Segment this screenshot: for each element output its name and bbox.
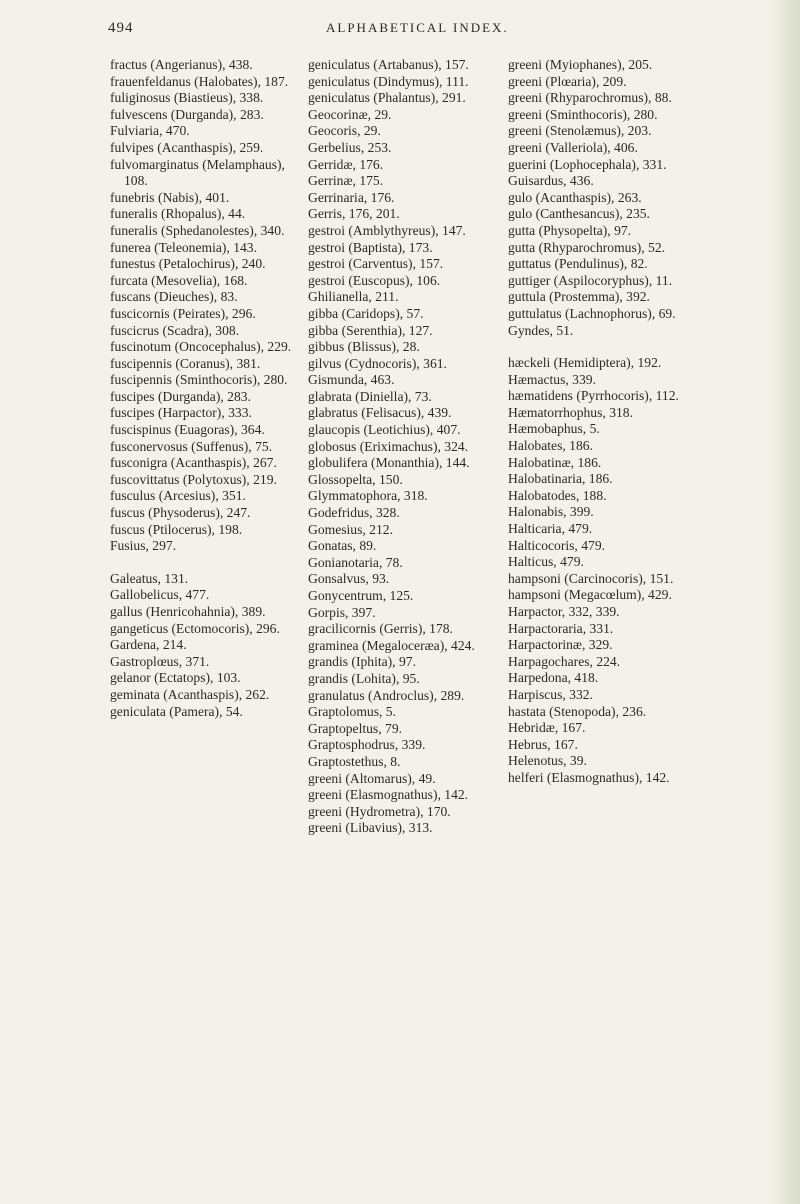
index-entry: fuscipes (Harpactor), 333. (110, 405, 252, 421)
index-entry: Hebridæ, 167. (508, 720, 586, 736)
index-entry: funestus (Petalochirus), 240. (110, 256, 266, 272)
index-entry: fusculus (Arcesius), 351. (110, 488, 246, 504)
index-entry: guerini (Lophocephala), 331. (508, 156, 667, 172)
index-entry: greeni (Stenolæmus), 203. (508, 123, 652, 139)
index-entry: fuliginosus (Biastieus), 338. (110, 90, 264, 106)
index-entry: funeralis (Rhopalus), 44. (110, 206, 246, 222)
index-entry: Helenotus, 39. (508, 753, 587, 769)
index-entry: Halobatodes, 188. (508, 487, 607, 503)
index-entry: Hæmatorrhophus, 318. (508, 404, 633, 420)
index-entry: gestroi (Baptista), 173. (308, 239, 433, 255)
index-entry: gulo (Acanthaspis), 263. (508, 189, 642, 205)
index-entry: graminea (Megaloceræa), 424. (308, 637, 475, 653)
index-entry: Godefridus, 328. (308, 505, 400, 521)
index-entry: geminata (Acanthaspis), 262. (110, 686, 270, 702)
index-entry: gutta (Rhyparochromus), 52. (508, 239, 666, 255)
letter-section-gap (110, 555, 310, 571)
index-entry: glabrata (Diniella), 73. (308, 388, 432, 404)
index-entry: gangeticus (Ectomocoris), 296. (110, 620, 280, 636)
index-entry: fuscinotum (Oncocephalus), 229. (110, 339, 292, 355)
index-entry: Fulviaria, 470. (110, 123, 190, 139)
index-entry: grandis (Lohita), 95. (308, 670, 420, 686)
index-entry: Gyndes, 51. (508, 322, 574, 338)
index-column-2 (308, 57, 510, 1157)
index-entry: Glymmatophora, 318. (308, 488, 428, 504)
index-entry: Gerrinaria, 176. (308, 189, 395, 205)
index-entry: Halobatinaria, 186. (508, 471, 613, 487)
index-entry: fuscovittatus (Polytoxus), 219. (110, 471, 277, 487)
index-entry: Halobates, 186. (508, 438, 593, 454)
index-entry: Graptosphodrus, 339. (308, 737, 426, 753)
index-entry: Gonsalvus, 93. (308, 571, 390, 587)
index-entry: gestroi (Euscopus), 106. (308, 272, 441, 288)
index-entry: greeni (Plœaria), 209. (508, 73, 627, 89)
index-entry: gracilicornis (Gerris), 178. (308, 621, 453, 637)
index-entry: Halobatinæ, 186. (508, 454, 602, 470)
index-entry: Gastroplœus, 371. (110, 653, 210, 669)
index-entry: funeralis (Sphedanolestes), 340. (110, 222, 285, 238)
index-entry: Guisardus, 436. (508, 173, 594, 189)
index-entry: geniculatus (Phalantus), 291. (308, 90, 466, 106)
index-entry: greeni (Valleriola), 406. (508, 139, 638, 155)
index-entry: Gerris, 176, 201. (308, 206, 400, 222)
index-entry: frauenfeldanus (Halobates), 187. (110, 73, 289, 89)
index-entry: hæckeli (Hemidiptera), 192. (508, 355, 662, 371)
index-column-1 (110, 57, 312, 1157)
index-entry: Ghilianella, 211. (308, 289, 399, 305)
index-entry: greeni (Rhyparochromus), 88. (508, 90, 672, 106)
index-column-3 (508, 57, 710, 1157)
index-entry: Graptolomus, 5. (308, 704, 396, 720)
index-entry: guttula (Prostemma), 392. (508, 289, 650, 305)
index-entry: Graptopeltus, 79. (308, 720, 403, 736)
index-entry: greeni (Libavius), 313. (308, 820, 433, 836)
index-entry: fuscipennis (Sminthocoris), 280. (110, 372, 288, 388)
index-entry: Gorpis, 397. (308, 604, 376, 620)
index-entry: Gerbelius, 253. (308, 139, 392, 155)
page-header (0, 20, 800, 50)
index-entry: hampsoni (Carcinocoris), 151. (508, 570, 674, 586)
index-entry: gilvus (Cydnocoris), 361. (308, 355, 447, 371)
index-entry: fuscispinus (Euagoras), 364. (110, 422, 265, 438)
index-entry: geniculata (Pamera), 54. (110, 703, 243, 719)
index-entry: fuscicrus (Scadra), 308. (110, 322, 240, 338)
index-entry: geniculatus (Artabanus), 157. (308, 57, 469, 72)
index-entry: gibba (Serenthia), 127. (308, 322, 433, 338)
index-entry: Galeatus, 131. (110, 570, 189, 586)
index-entry: Harpactor, 332, 339. (508, 604, 620, 619)
index-entry: Halticaria, 479. (508, 521, 593, 537)
index-entry: fuscipes (Durganda), 283. (110, 388, 251, 404)
index-entry: Halonabis, 399. (508, 504, 594, 520)
index-entry: Glossopelta, 150. (308, 471, 403, 487)
index-entry: Gomesius, 212. (308, 521, 393, 537)
index-entry: Gerridæ, 176. (308, 156, 384, 172)
page-edge-shadow (770, 0, 800, 1204)
index-entry: Geocorinæ, 29. (308, 106, 392, 122)
running-head: ALPHABETICAL INDEX. (326, 20, 509, 35)
index-entry: hastata (Stenopoda), 236. (508, 703, 647, 719)
index-entry: fulvipes (Acanthaspis), 259. (110, 139, 264, 155)
index-entry: fusconigra (Acanthaspis), 267. (110, 455, 277, 471)
index-entry: Graptostethus, 8. (308, 753, 401, 769)
index-entry: glabratus (Felisacus), 439. (308, 405, 452, 421)
index-entry: Harpedona, 418. (508, 670, 599, 686)
index-entry: Halticus, 479. (508, 554, 584, 570)
index-entry: fuscus (Ptilocerus), 198. (110, 521, 243, 537)
index-entry: globulifera (Monanthia), 144. (308, 455, 470, 471)
index-entry: greeni (Myiophanes), 205. (508, 57, 653, 72)
index-entry: fusconervosus (Suffenus), 75. (110, 438, 273, 454)
index-entry: gulo (Canthesancus), 235. (508, 206, 650, 222)
index-entry: Gonycentrum, 125. (308, 588, 414, 603)
index-entry: gelanor (Ectatops), 103. (110, 670, 241, 686)
index-entry: fuscans (Dieuches), 83. (110, 289, 238, 305)
index-entry: guttulatus (Lachnophorus), 69. (508, 305, 676, 321)
index-entry: gestroi (Amblythyreus), 147. (308, 222, 466, 238)
index-entry: Gonatas, 89. (308, 538, 377, 554)
index-entry: gestroi (Carventus), 157. (308, 256, 444, 272)
index-entry: Fusius, 297. (110, 538, 177, 554)
index-entry: funebris (Nabis), 401. (110, 189, 230, 205)
index-entry: geniculatus (Dindymus), 111. (308, 73, 469, 89)
index-entry: globosus (Eriximachus), 324. (308, 438, 469, 454)
page-number: 494 (108, 20, 134, 36)
index-entry: Hebrus, 167. (508, 736, 578, 752)
index-entry: gutta (Physopelta), 97. (508, 222, 632, 238)
index-entry: Harpactorinæ, 329. (508, 637, 613, 653)
index-entry: hæmatidens (Pyrrhocoris), 112. (508, 388, 679, 404)
index-entry: Gardena, 214. (110, 637, 187, 653)
index-entry: Gerrinæ, 175. (308, 173, 384, 189)
index-entry: gibbus (Blissus), 28. (308, 339, 420, 355)
index-entry: Gallobelicus, 477. (110, 587, 210, 603)
index-entry: fuscicornis (Peirates), 296. (110, 305, 256, 321)
index-entry: Harpactoraria, 331. (508, 620, 614, 636)
index-entry: gallus (Henricohahnia), 389. (110, 604, 266, 619)
letter-section-gap (508, 339, 708, 355)
index-entry: gibba (Caridops), 57. (308, 305, 424, 321)
index-entry: Hæmactus, 339. (508, 371, 596, 387)
index-entry: greeni (Hydrometra), 170. (308, 803, 451, 819)
index-entry: fuscipennis (Coranus), 381. (110, 355, 261, 371)
index-entry: Harpagochares, 224. (508, 653, 621, 669)
index-entry: hampsoni (Megacœlum), 429. (508, 587, 672, 603)
index-entry: guttiger (Aspilocoryphus), 11. (508, 272, 673, 288)
index-entry: fractus (Angerianus), 438. (110, 57, 253, 72)
index-entry: Gonianotaria, 78. (308, 554, 403, 570)
index-entry: glaucopis (Leotichius), 407. (308, 422, 461, 438)
index-entry: fulvomarginatus (Melamphaus), 108. (110, 156, 285, 189)
index-entry: guttatus (Pendulinus), 82. (508, 256, 648, 272)
index-columns (110, 57, 710, 1157)
index-entry: Geocoris, 29. (308, 123, 381, 139)
index-entry: fulvescens (Durganda), 283. (110, 106, 264, 122)
index-entry: helferi (Elasmognathus), 142. (508, 769, 670, 785)
index-entry: furcata (Mesovelia), 168. (110, 272, 248, 288)
index-entry: greeni (Elasmognathus), 142. (308, 787, 469, 803)
index-entry: funerea (Teleonemia), 143. (110, 239, 257, 255)
index-entry: granulatus (Androclus), 289. (308, 687, 465, 703)
index-entry: greeni (Altomarus), 49. (308, 770, 436, 786)
index-entry: Gismunda, 463. (308, 372, 395, 388)
index-entry: Harpiscus, 332. (508, 686, 593, 702)
index-entry: fuscus (Physoderus), 247. (110, 505, 251, 521)
index-entry: greeni (Sminthocoris), 280. (508, 106, 658, 122)
index-entry: Halticocoris, 479. (508, 537, 606, 553)
index-entry: grandis (Iphita), 97. (308, 654, 416, 670)
index-entry: Hæmobaphus, 5. (508, 421, 600, 437)
